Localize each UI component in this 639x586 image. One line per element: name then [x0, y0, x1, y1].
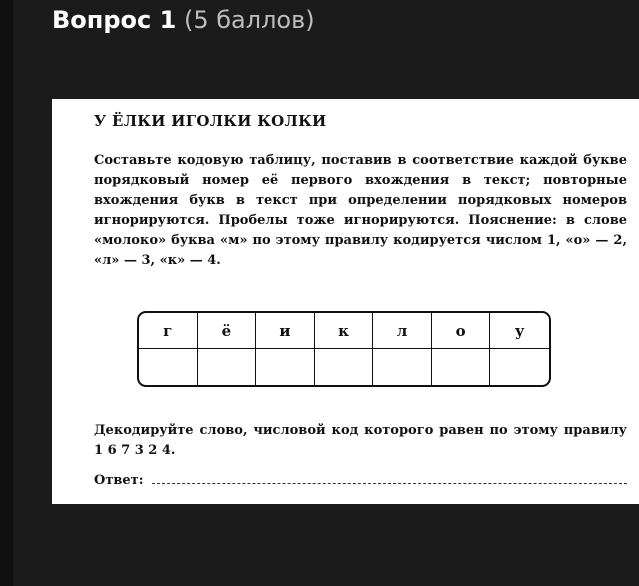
question-header — [52, 4, 315, 36]
answer-row — [94, 468, 627, 488]
decode-prompt: Декодируйте слово, числовой код которого равен по этому правилу 1 6 7 3 2 4. — [94, 423, 627, 458]
question-number: Вопрос 1 — [52, 6, 177, 34]
code-cell — [490, 349, 549, 385]
letter-cell: к — [315, 313, 374, 349]
letter-cell: ё — [198, 313, 257, 349]
code-cell — [139, 349, 198, 385]
question-points: (5 баллов) — [183, 6, 315, 34]
answer-label: Ответ: — [94, 473, 144, 488]
letter-cell: л — [373, 313, 432, 349]
letter-cell: у — [490, 313, 549, 349]
answer-line — [152, 482, 627, 484]
task-instruction: Составьте кодовую таблицу, поставив в соответствие каждой букве порядковый номер её первого вхождения в текст; повторные вхождения букв в текст при определении порядковых номеров игнорируются. Пробелы тоже игнорируются. Пояснение: в слове «молоко» буква «м» по этому правилу кодируется числом 1, «о» — 2, «л» — 3, «к» — 4. — [94, 153, 627, 268]
code-table — [137, 311, 551, 387]
code-cell — [315, 349, 374, 385]
left-sidebar-strip — [0, 0, 13, 586]
code-cell — [198, 349, 257, 385]
task-image — [52, 99, 639, 504]
letter-cell: и — [256, 313, 315, 349]
code-cell — [432, 349, 491, 385]
task-title: У ЁЛКИ ИГОЛКИ КОЛКИ — [94, 112, 327, 130]
letter-cell: г — [139, 313, 198, 349]
letter-cell: о — [432, 313, 491, 349]
code-cell — [373, 349, 432, 385]
code-cell — [256, 349, 315, 385]
